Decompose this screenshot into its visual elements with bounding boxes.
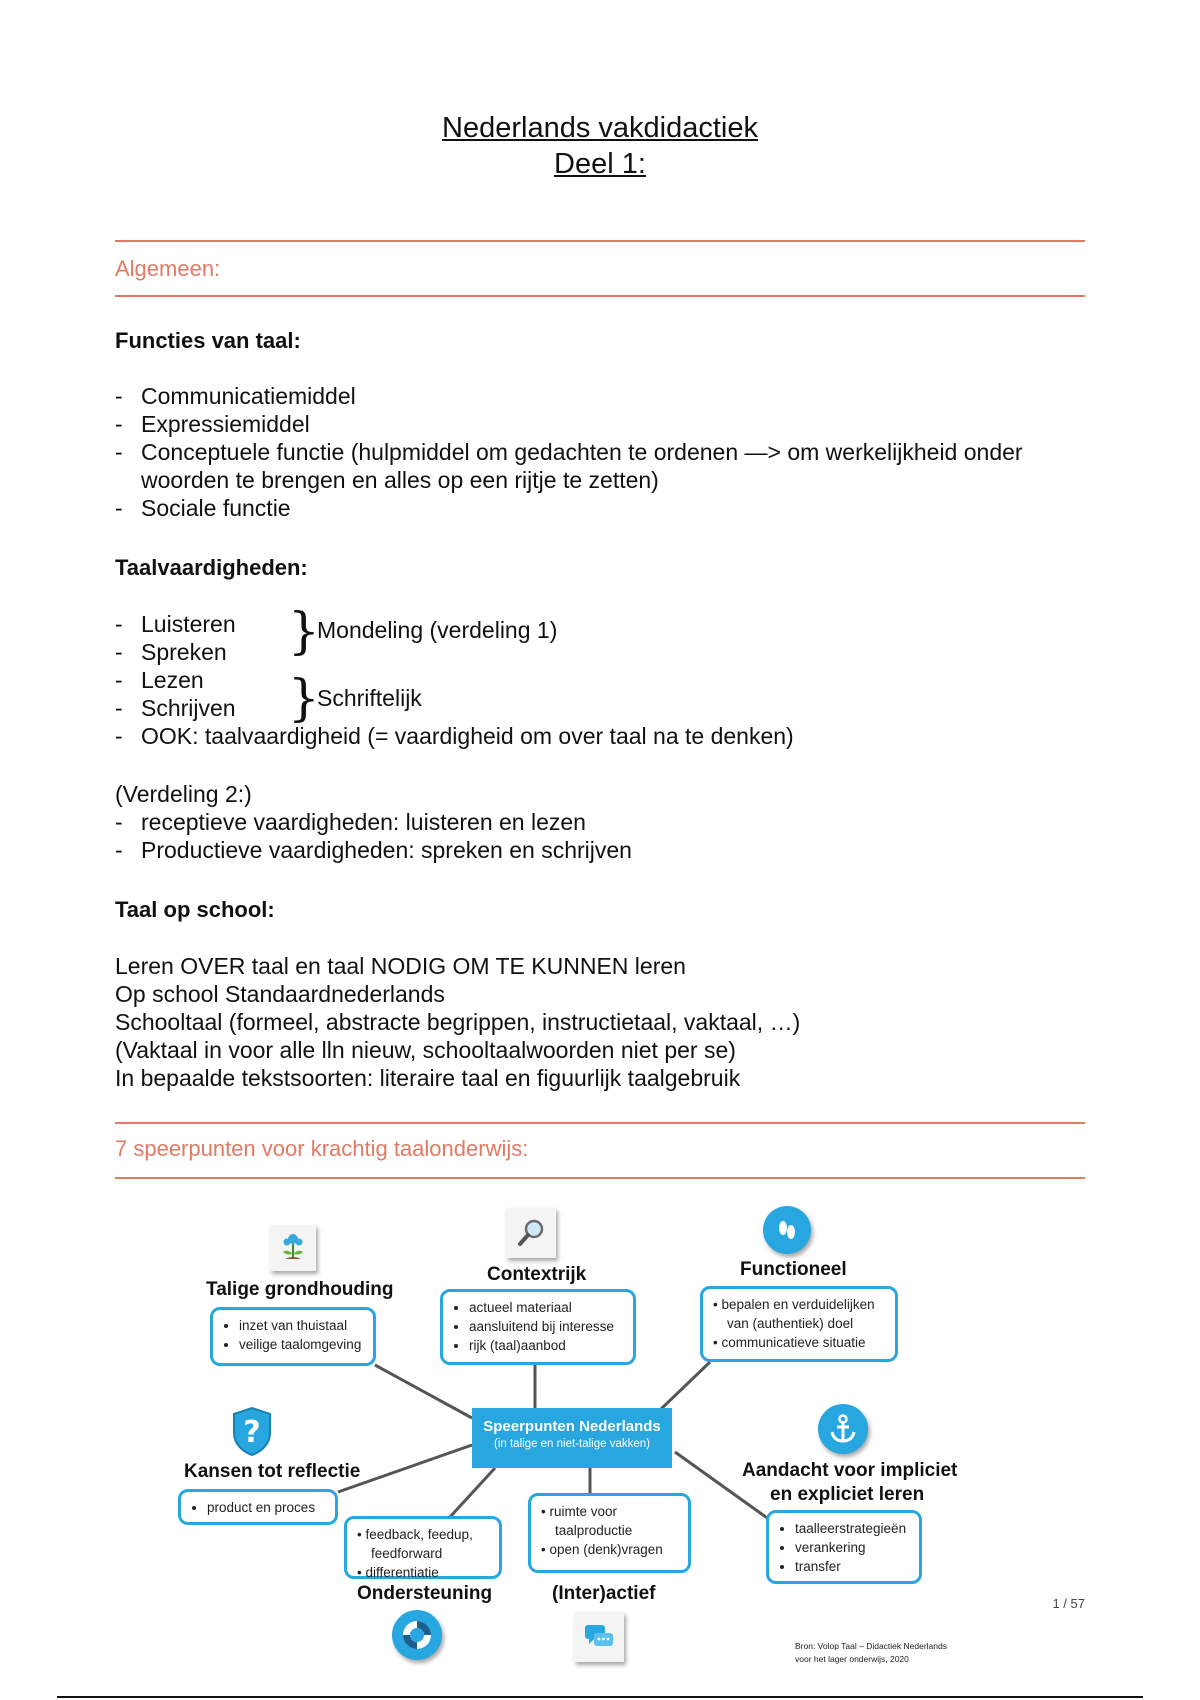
node-box-functioneel	[700, 1286, 898, 1362]
source-line: voor het lager onderwijs, 2020	[795, 1654, 909, 1664]
list-item: Lezen	[141, 667, 204, 693]
connector-line	[450, 1468, 495, 1517]
node-item-text: feedback, feedup,	[365, 1527, 473, 1542]
list-item: Productieve vaardigheden: spreken en schrijven	[141, 837, 632, 863]
diagram-center	[472, 1408, 672, 1468]
section-speerpunten: 7 speerpunten voor krachtig taalonderwijs:	[115, 1136, 529, 1161]
heading-functies: Functies van taal:	[115, 328, 301, 353]
connector-line	[375, 1365, 472, 1418]
list-item: Spreken	[141, 639, 227, 665]
node-title-aandacht-1: Aandacht voor impliciet	[742, 1460, 958, 1481]
magnifier-icon	[506, 1208, 556, 1258]
node-item: • bepalen en verduidelijken	[713, 1297, 875, 1312]
text-line: (Vaktaal in voor alle lln nieuw, schooltaalwoorden niet per se)	[115, 1037, 736, 1063]
plant-icon	[270, 1225, 316, 1271]
page-number: 1 / 57	[1052, 1596, 1085, 1611]
node-box-aandacht	[766, 1510, 922, 1584]
text-line: Op school Standaardnederlands	[115, 981, 445, 1007]
heading-taal-op-school: Taal op school:	[115, 897, 275, 922]
footprints-icon	[763, 1206, 811, 1254]
curly-brace: }	[288, 602, 320, 660]
heading-taalvaardigheden: Taalvaardigheden:	[115, 555, 308, 580]
node-item: • aansluitend bij interesse	[469, 1317, 625, 1336]
node-item: • actueel materiaal	[469, 1298, 625, 1317]
node-item: taalproductie	[555, 1523, 633, 1538]
text-line: In bepaalde tekstsoorten: literaire taal en figuurlijk taalgebruik	[115, 1065, 741, 1091]
list-item: Sociale functie	[141, 495, 291, 521]
curly-brace: }	[288, 669, 320, 727]
node-item: • verankering	[795, 1538, 911, 1557]
verdeling-label: (Verdeling 2:)	[115, 781, 252, 807]
bullet-dash: -	[115, 611, 123, 637]
text-line: Schooltaal (formeel, abstracte begrippen, instructietaal, vaktaal, …)	[115, 1009, 801, 1035]
center-subtitle: (in talige en niet-talige vakken)	[494, 1438, 650, 1450]
node-title-functioneel: Functioneel	[740, 1259, 847, 1280]
node-box-reflectie	[178, 1489, 338, 1525]
lifebuoy-icon	[392, 1610, 442, 1660]
node-item: • transfer	[795, 1557, 911, 1576]
source-citation	[795, 1640, 947, 1666]
list-item: Conceptuele functie (hulpmiddel om gedachten te ordenen —> om werkelijkheid onder	[141, 439, 1023, 465]
bullet-dash: -	[115, 809, 123, 835]
center-title: Speerpunten Nederlands	[483, 1418, 661, 1435]
page-bottom-rule	[57, 1696, 1143, 1698]
bullet-dash: -	[115, 667, 123, 693]
node-item: • product en proces	[207, 1498, 327, 1517]
node-title-contextrijk: Contextrijk	[487, 1264, 587, 1285]
list-item: receptieve vaardigheden: luisteren en lezen	[141, 809, 586, 835]
page-subtitle: Deel 1:	[554, 148, 646, 180]
section-algemeen: Algemeen:	[115, 256, 221, 281]
bullet-dash: -	[115, 411, 123, 437]
list-item-continued: woorden te brengen en alles op een rijtje te zetten)	[141, 467, 659, 493]
bullet-dash: -	[115, 837, 123, 863]
list-item: OOK: taalvaardigheid (= vaardigheid om over taal na te denken)	[141, 723, 794, 749]
node-item-text: ruimte voor	[549, 1504, 618, 1519]
node-item: feedforward	[371, 1546, 443, 1561]
node-item: • ruimte voor	[541, 1504, 618, 1519]
node-item: • inzet van thuistaal	[239, 1316, 365, 1335]
node-title-ondersteuning: Ondersteuning	[357, 1583, 493, 1604]
list-item: Luisteren	[141, 611, 236, 637]
node-item: • communicatieve situatie	[713, 1335, 866, 1350]
node-item: • differentiatie	[357, 1565, 439, 1580]
node-title-aandacht-2: en expliciet leren	[770, 1484, 925, 1505]
svg-text:?: ?	[243, 1415, 261, 1450]
node-item-text: open (denk)vragen	[549, 1542, 663, 1557]
node-item: • taalleerstrategieën	[795, 1519, 911, 1538]
list-item: Communicatiemiddel	[141, 383, 356, 409]
bullet-dash: -	[115, 723, 123, 749]
question-icon	[228, 1405, 276, 1457]
node-title-interactief: (Inter)actief	[552, 1583, 656, 1604]
node-title-reflectie: Kansen tot reflectie	[184, 1461, 361, 1482]
node-item-text: bepalen en verduidelijken	[721, 1297, 875, 1312]
node-box-contextrijk	[440, 1289, 636, 1365]
bullet-dash: -	[115, 439, 123, 465]
text-line: Leren OVER taal en taal NODIG OM TE KUNNEN leren	[115, 953, 686, 979]
node-title-talig: Talige grondhouding	[206, 1279, 394, 1300]
group-label-mondeling: Mondeling (verdeling 1)	[317, 617, 558, 643]
bullet-dash: -	[115, 495, 123, 521]
node-item-text: communicatieve situatie	[721, 1335, 866, 1350]
connector-line	[660, 1362, 710, 1410]
source-line: Bron: Volop Taal – Didactiek Nederlands	[795, 1641, 947, 1651]
list-item: Schrijven	[141, 695, 236, 721]
node-item: • rijk (taal)aanbod	[469, 1336, 625, 1355]
node-box-ondersteuning	[344, 1516, 502, 1579]
node-box-talig	[210, 1307, 376, 1366]
node-box-interactief	[528, 1493, 691, 1573]
chat-icon	[574, 1612, 624, 1662]
page-title: Nederlands vakdidactiek	[442, 112, 758, 144]
node-item: van (authentiek) doel	[727, 1316, 854, 1331]
node-item-text: differentiatie	[365, 1565, 439, 1580]
node-item: • feedback, feedup,	[357, 1527, 473, 1542]
node-item: • open (denk)vragen	[541, 1542, 663, 1557]
group-label-schriftelijk: Schriftelijk	[317, 685, 422, 711]
anchor-icon	[818, 1404, 868, 1454]
bullet-dash: -	[115, 695, 123, 721]
bullet-dash: -	[115, 383, 123, 409]
list-item: Expressiemiddel	[141, 411, 310, 437]
node-item: • veilige taalomgeving	[239, 1335, 365, 1354]
bullet-dash: -	[115, 639, 123, 665]
